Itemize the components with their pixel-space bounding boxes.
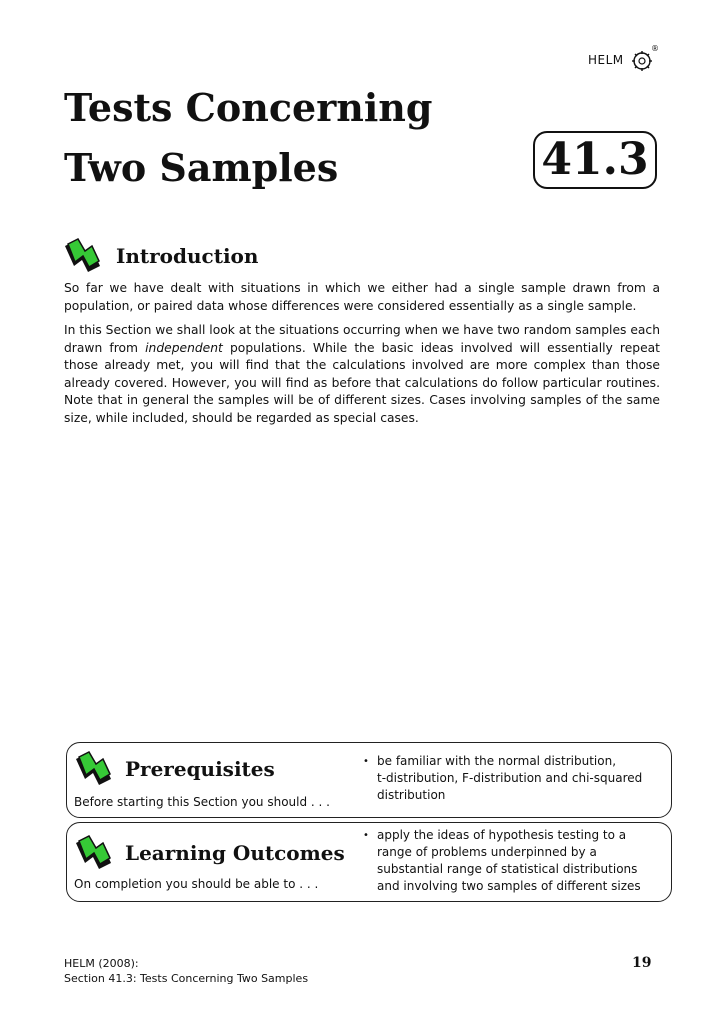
- learning-outcomes-item: [377, 827, 667, 895]
- section-number-badge: 41.3: [533, 131, 657, 189]
- learning-outcomes-line-4: and involving two samples of different sizes: [377, 879, 641, 893]
- bullet: •: [363, 756, 369, 767]
- prerequisites-line-3: distribution: [377, 788, 446, 802]
- footer-line-2: Section 41.3: Tests Concerning Two Samples: [64, 972, 309, 985]
- helm-logo-text: HELM: [588, 53, 624, 67]
- footer-citation: [64, 956, 308, 986]
- intro-paragraph-2-start: In this Section we shall look at the situations occurring when we have two random samples each drawn from: [64, 323, 660, 355]
- helm-logo: [588, 46, 658, 72]
- prerequisites-line-2: t-distribution, F-distribution and chi-squared: [377, 771, 643, 785]
- page-number: 19: [632, 955, 652, 971]
- intro-paragraph-2-italic: independent: [145, 340, 223, 355]
- introduction-title: Introduction: [116, 244, 259, 268]
- intro-paragraph-1: So far we have dealt with situations in which we either had a single sample drawn from a population, or paired data whose differences were considered essentially as a single sample.: [64, 281, 660, 313]
- green-arrow-icon: [73, 833, 117, 873]
- learning-outcomes-line-3: substantial range of statistical distributions: [377, 862, 638, 876]
- page-title: [64, 78, 432, 198]
- green-arrow-icon: [73, 749, 117, 789]
- title-line-1: Tests Concerning: [64, 85, 433, 130]
- learning-outcomes-panel: [66, 822, 672, 902]
- prerequisites-panel: [66, 742, 672, 818]
- prerequisites-subtitle: Before starting this Section you should . . .: [74, 795, 330, 809]
- learning-outcomes-line-2: range of problems underpinned by a: [377, 845, 597, 859]
- learning-outcomes-title: Learning Outcomes: [125, 841, 345, 865]
- footer-line-1: HELM (2008):: [64, 957, 139, 970]
- prerequisites-line-1: be familiar with the normal distribution,: [377, 754, 617, 768]
- bullet: •: [363, 830, 369, 841]
- intro-paragraph-2: [64, 322, 660, 427]
- learning-outcomes-subtitle: On completion you should be able to . . .: [74, 877, 319, 891]
- title-line-2: Two Samples: [64, 145, 339, 190]
- intro-paragraph-2-end: populations. While the basic ideas involved will essentially repeat those already met, you will find that the calculations involved are more complex than those already covered. However, you will find as before that calculations do follow particular routines. Note that in general the samples will be of different sizes. Cases involving samples of the same size, while included, should be regarded as special cases.: [64, 340, 661, 425]
- green-arrow-icon: [62, 236, 106, 276]
- learning-outcomes-line-1: apply the ideas of hypothesis testing to a: [377, 828, 627, 842]
- registered-mark: ®: [651, 44, 659, 53]
- prerequisites-item: [377, 753, 667, 804]
- prerequisites-title: Prerequisites: [125, 757, 275, 781]
